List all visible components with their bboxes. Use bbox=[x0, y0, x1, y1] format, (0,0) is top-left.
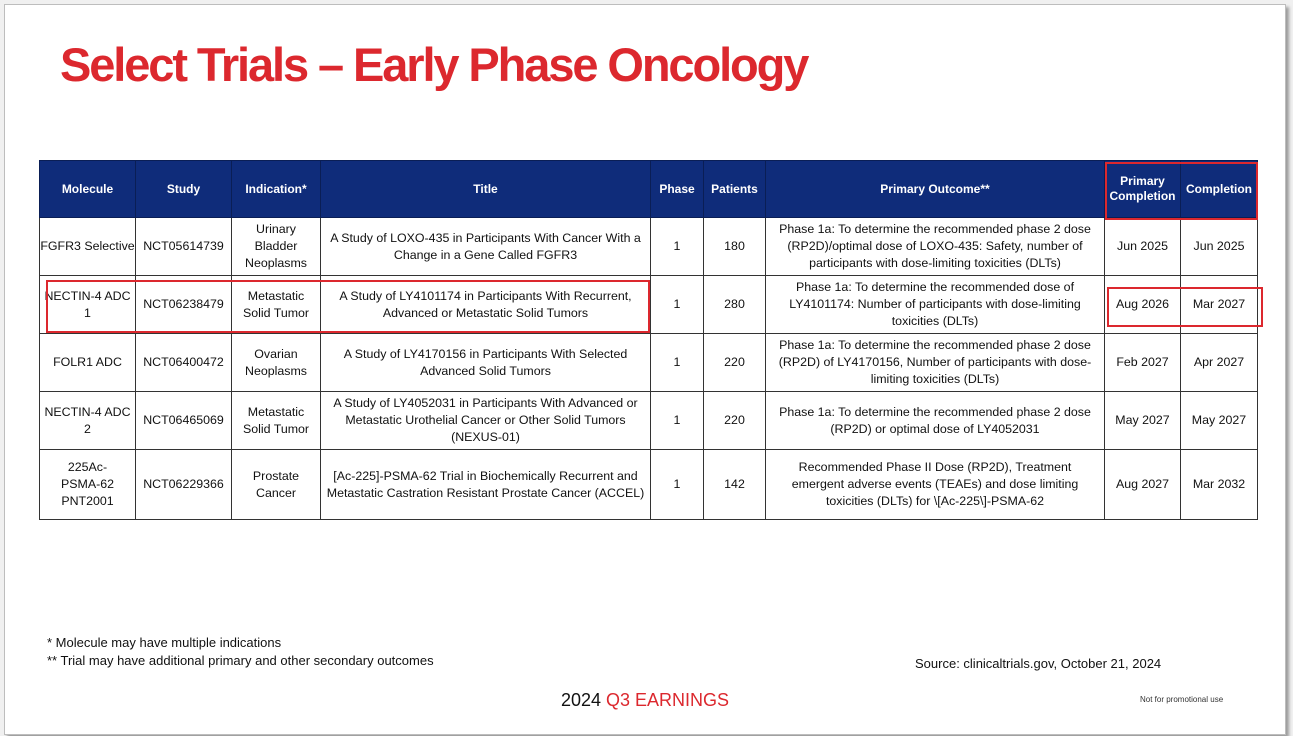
cell-primary-outcome: Phase 1a: To determine the recommended dose of LY4101174: Number of participants with dose-limiting toxicities (DLTs) bbox=[766, 276, 1105, 334]
cell-phase: 1 bbox=[651, 334, 704, 392]
cell-molecule: FGFR3 Selective bbox=[40, 218, 136, 276]
cell-title: A Study of LY4052031 in Participants With Advanced or Metastatic Urothelial Cancer or Other Solid Tumors (NEXUS-01) bbox=[321, 392, 651, 450]
slide-title: Select Trials – Early Phase Oncology bbox=[60, 38, 808, 91]
earnings-label: Q3 EARNINGS bbox=[606, 690, 730, 710]
cell-indication: Prostate Cancer bbox=[232, 450, 321, 520]
header-primary-outcome: Primary Outcome** bbox=[766, 161, 1105, 218]
cell-completion: Apr 2027 bbox=[1181, 334, 1258, 392]
cell-primary-outcome: Recommended Phase II Dose (RP2D), Treatment emergent adverse events (TEAEs) and dose limiting toxicities (DLTs) for \[Ac-225\]-PSMA-62 bbox=[766, 450, 1105, 520]
cell-study: NCT06400472 bbox=[136, 334, 232, 392]
cell-phase: 1 bbox=[651, 392, 704, 450]
table-row bbox=[40, 276, 1258, 334]
footnote-outcomes: ** Trial may have additional primary and other secondary outcomes bbox=[47, 653, 434, 668]
cell-patients: 142 bbox=[704, 450, 766, 520]
cell-primary-completion: Jun 2025 bbox=[1105, 218, 1181, 276]
source-note: Source: clinicaltrials.gov, October 21, 2024 bbox=[915, 656, 1162, 671]
promotional-disclaimer: Not for promotional use bbox=[1140, 695, 1224, 704]
cell-study: NCT05614739 bbox=[136, 218, 232, 276]
footnote-indications: * Molecule may have multiple indications bbox=[47, 635, 282, 650]
header-patients: Patients bbox=[704, 161, 766, 218]
cell-primary-completion: Feb 2027 bbox=[1105, 334, 1181, 392]
header-molecule: Molecule bbox=[40, 161, 136, 218]
cell-primary-completion: Aug 2026 bbox=[1105, 276, 1181, 334]
earnings-year: 2024 bbox=[560, 690, 601, 710]
cell-patients: 220 bbox=[704, 334, 766, 392]
table-row bbox=[40, 450, 1258, 520]
cell-title: A Study of LOXO-435 in Participants With Cancer With a Change in a Gene Called FGFR3 bbox=[321, 218, 651, 276]
table-row bbox=[40, 392, 1258, 450]
cell-title: A Study of LY4101174 in Participants With Recurrent, Advanced or Metastatic Solid Tumors bbox=[321, 276, 651, 334]
cell-phase: 1 bbox=[651, 218, 704, 276]
cell-completion: Jun 2025 bbox=[1181, 218, 1258, 276]
cell-completion: May 2027 bbox=[1181, 392, 1258, 450]
footnotes bbox=[47, 634, 434, 670]
earnings-footer bbox=[5, 690, 1285, 711]
cell-molecule: NECTIN-4 ADC 1 bbox=[40, 276, 136, 334]
cell-molecule: FOLR1 ADC bbox=[40, 334, 136, 392]
cell-patients: 220 bbox=[704, 392, 766, 450]
cell-primary-outcome: Phase 1a: To determine the recommended phase 2 dose (RP2D) or optimal dose of LY4052031 bbox=[766, 392, 1105, 450]
cell-indication: Urinary Bladder Neoplasms bbox=[232, 218, 321, 276]
header-title: Title bbox=[321, 161, 651, 218]
cell-study: NCT06229366 bbox=[136, 450, 232, 520]
cell-molecule: NECTIN-4 ADC 2 bbox=[40, 392, 136, 450]
header-completion: Completion bbox=[1181, 161, 1258, 218]
cell-phase: 1 bbox=[651, 450, 704, 520]
cell-indication: Metastatic Solid Tumor bbox=[232, 392, 321, 450]
cell-molecule: 225Ac-PSMA-62 PNT2001 bbox=[40, 450, 136, 520]
cell-patients: 180 bbox=[704, 218, 766, 276]
cell-phase: 1 bbox=[651, 276, 704, 334]
cell-primary-completion: May 2027 bbox=[1105, 392, 1181, 450]
header-primary-completion: Primary Completion bbox=[1105, 161, 1181, 218]
slide bbox=[4, 4, 1286, 735]
cell-primary-outcome: Phase 1a: To determine the recommended phase 2 dose (RP2D)/optimal dose of LOXO-435: Safety, number of participants with dose-limiting toxicities (DLTs) bbox=[766, 218, 1105, 276]
cell-indication: Ovarian Neoplasms bbox=[232, 334, 321, 392]
header-study: Study bbox=[136, 161, 232, 218]
cell-study: NCT06465069 bbox=[136, 392, 232, 450]
table-row bbox=[40, 218, 1258, 276]
cell-completion: Mar 2027 bbox=[1181, 276, 1258, 334]
cell-patients: 280 bbox=[704, 276, 766, 334]
table-row bbox=[40, 334, 1258, 392]
cell-indication: Metastatic Solid Tumor bbox=[232, 276, 321, 334]
cell-completion: Mar 2032 bbox=[1181, 450, 1258, 520]
table-header-row bbox=[40, 161, 1258, 218]
trials-table bbox=[39, 160, 1258, 520]
cell-title: [Ac-225]-PSMA-62 Trial in Biochemically Recurrent and Metastatic Castration Resistant Prostate Cancer (ACCEL) bbox=[321, 450, 651, 520]
cell-study: NCT06238479 bbox=[136, 276, 232, 334]
cell-title: A Study of LY4170156 in Participants With Selected Advanced Solid Tumors bbox=[321, 334, 651, 392]
header-phase: Phase bbox=[651, 161, 704, 218]
header-indication: Indication* bbox=[232, 161, 321, 218]
cell-primary-completion: Aug 2027 bbox=[1105, 450, 1181, 520]
cell-primary-outcome: Phase 1a: To determine the recommended phase 2 dose (RP2D) of LY4170156, Number of participants with dose-limiting toxicities (DLTs) bbox=[766, 334, 1105, 392]
